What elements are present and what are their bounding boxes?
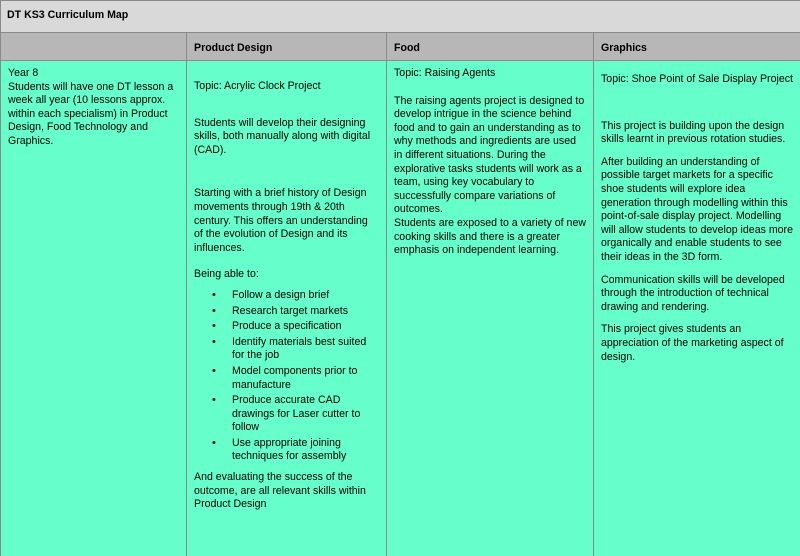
product-design-topic: Topic: Acrylic Clock Project [194,80,321,92]
header-cell-empty [1,33,187,61]
food-paragraph: Students are exposed to a variety of new cooking skills and there is a greater emphasis on independent learning. [394,216,586,257]
food-topic: Topic: Raising Agents [394,67,496,79]
list-item: • Model components prior to manufacture [194,365,379,392]
product-design-paragraph: Starting with a brief history of Design movements through 19th & 20th century. This offers an understanding of the evolution of Design and its influences. [194,187,368,254]
year-cell [1,61,187,556]
graphics-paragraph: This project is building upon the design skills learnt in previous rotation studies. [601,119,786,146]
list-item: • Identify materials best suited for the job [194,336,379,363]
list-item: • Produce a specification [194,320,379,334]
graphics-paragraph: Communication skills will be developed through the introduction of technical drawing and rendering. [601,273,785,313]
header-row [1,33,800,61]
header-graphics: Graphics [594,33,800,61]
list-item: • Use appropriate joining techniques for assembly [194,437,379,464]
header-food: Food [387,33,594,61]
year-label: Year 8 [8,67,39,79]
list-item: • Follow a design brief [194,289,379,303]
product-design-paragraph: Being able to: [194,268,259,281]
graphics-cell [594,61,800,556]
list-item: • Produce accurate CAD drawings for Laser cutter to follow [194,394,379,435]
title-row [1,1,800,33]
product-design-paragraph: And evaluating the success of the outcome, are all relevant skills within Product Design [194,471,366,511]
year-description: Students will have one DT lesson a week all year (10 lessons approx. within each specialism) in Product Design, Food Technology and Graphics. [8,80,174,147]
skills-list [194,289,379,464]
graphics-paragraph: After building an understanding of possible target markets for a specific shoe students will explore idea generation through modelling within this point-of-sale display project. Modelling will allow students to develop ideas more organically and enable students to see their ideas in the 3D form. [601,155,793,263]
food-paragraph: The raising agents project is designed to develop intrigue in the science behind food and to gain an understanding as to why methods and ingredients are used in different situations. During the explorative tasks students will work as a team, using key vocabulary to successfully compare variations of outcomes. [394,94,585,216]
table-title: DT KS3 Curriculum Map [1,1,800,33]
list-item: • Research target markets [194,305,379,319]
food-cell [387,61,594,556]
header-product-design: Product Design [187,33,387,61]
product-design-cell [187,61,387,556]
graphics-topic: Topic: Shoe Point of Sale Display Project [601,73,793,85]
product-design-paragraph: Students will develop their designing skills, both manually along with digital (CAD). [194,116,371,156]
graphics-paragraph: This project gives students an appreciation of the marketing aspect of design. [601,323,784,363]
year-8-row [1,61,800,556]
